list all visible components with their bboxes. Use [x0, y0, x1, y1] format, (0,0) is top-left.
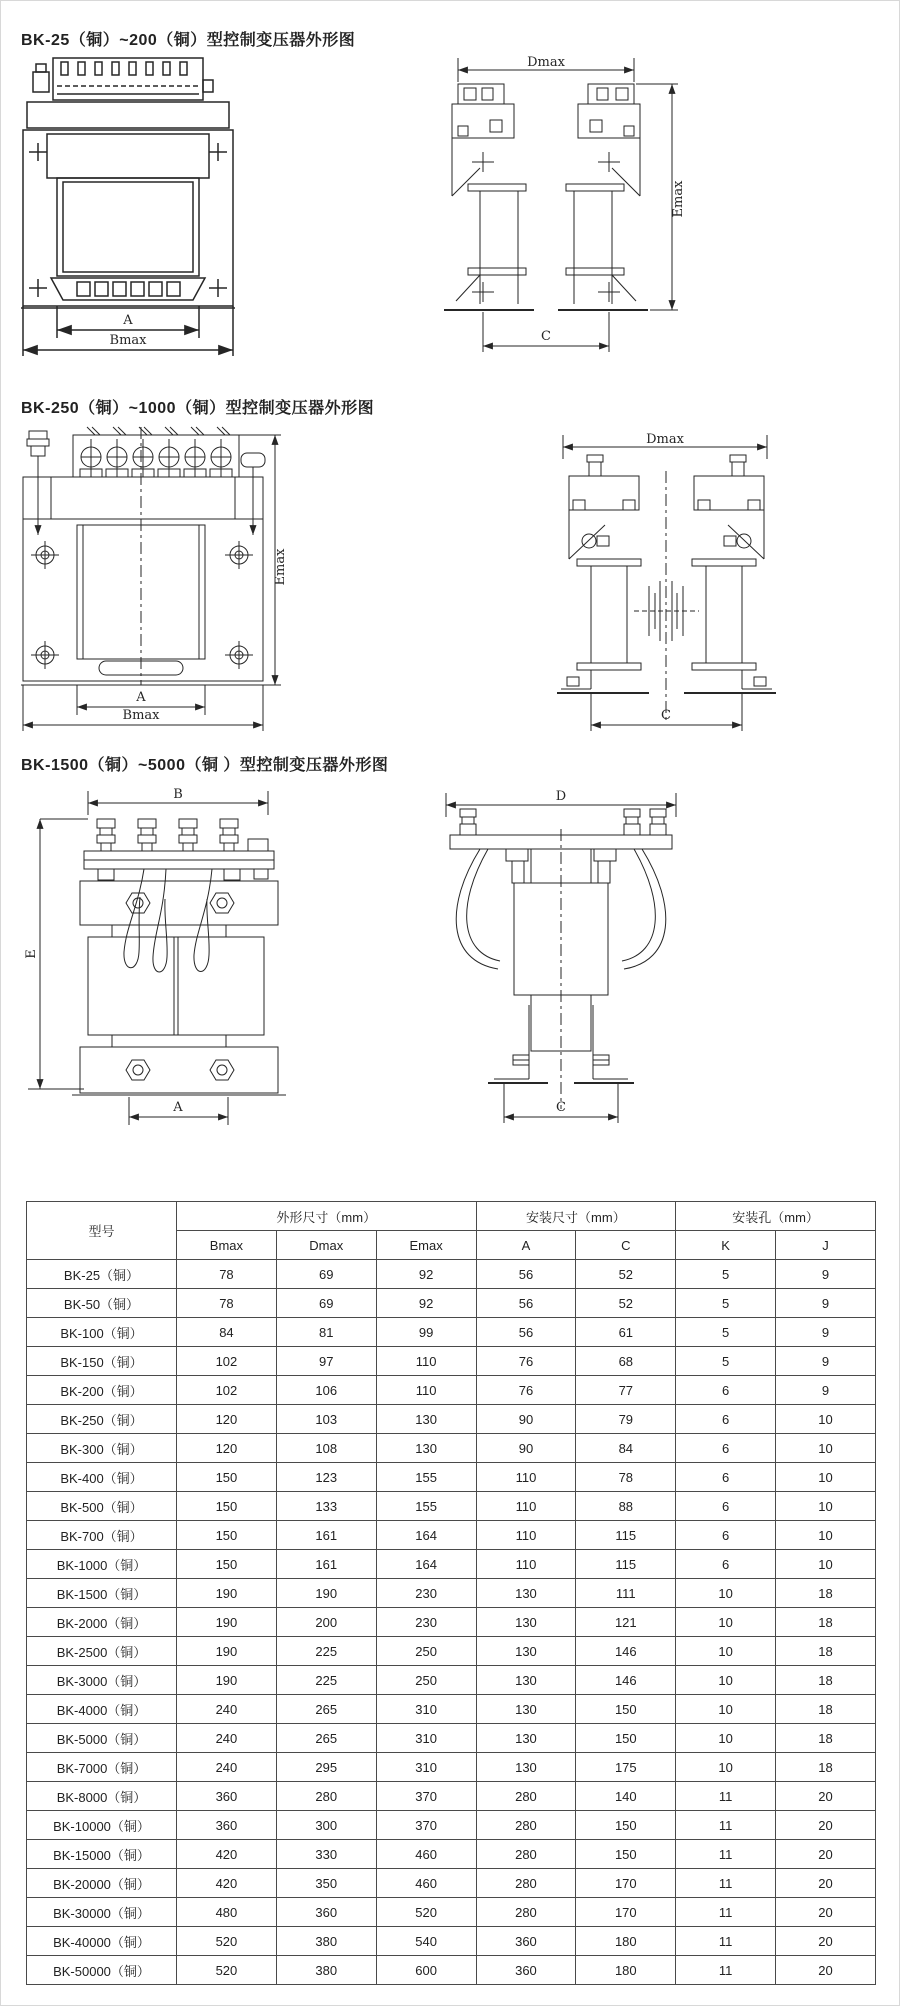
table-row [27, 1434, 876, 1463]
value-cell: 10 [776, 1492, 876, 1521]
value-cell: 106 [276, 1376, 376, 1405]
value-cell: 110 [376, 1376, 476, 1405]
value-cell: 6 [676, 1405, 776, 1434]
value-cell: 103 [276, 1405, 376, 1434]
table-row [27, 1898, 876, 1927]
col-group-outline-dims: 外形尺寸（mm） [177, 1202, 477, 1231]
value-cell: 84 [177, 1318, 277, 1347]
value-cell: 161 [276, 1521, 376, 1550]
value-cell: 200 [276, 1608, 376, 1637]
header-group-row [27, 1202, 876, 1231]
value-cell: 78 [177, 1260, 277, 1289]
value-cell: 102 [177, 1376, 277, 1405]
value-cell: 155 [376, 1463, 476, 1492]
value-cell: 190 [177, 1579, 277, 1608]
dim-label-dmax: Dmax [527, 55, 565, 70]
model-cell: BK-100（铜） [27, 1318, 177, 1347]
value-cell: 175 [576, 1753, 676, 1782]
value-cell: 520 [177, 1956, 277, 1985]
table-row [27, 1318, 876, 1347]
table-row [27, 1608, 876, 1637]
core-hatching [634, 471, 699, 723]
value-cell: 123 [276, 1463, 376, 1492]
value-cell: 11 [676, 1956, 776, 1985]
table-row [27, 1869, 876, 1898]
value-cell: 240 [177, 1724, 277, 1753]
value-cell: 52 [576, 1260, 676, 1289]
dimension-a [129, 1097, 228, 1125]
mounting-plate [23, 477, 263, 519]
value-cell: 20 [776, 1869, 876, 1898]
model-cell: BK-700（铜） [27, 1521, 177, 1550]
table-row [27, 1289, 876, 1318]
left-limb [557, 455, 649, 693]
value-cell: 78 [576, 1463, 676, 1492]
value-cell: 81 [276, 1318, 376, 1347]
model-cell: BK-250（铜） [27, 1405, 177, 1434]
dimension-dmax [458, 55, 634, 82]
value-cell: 250 [376, 1666, 476, 1695]
value-cell: 310 [376, 1753, 476, 1782]
sub-header-cell: Emax [376, 1231, 476, 1260]
terminal-studs [84, 819, 274, 880]
bk25-200-front-view-drawing [21, 54, 236, 359]
value-cell: 140 [576, 1782, 676, 1811]
value-cell: 150 [576, 1695, 676, 1724]
value-cell: 130 [476, 1637, 576, 1666]
terminal-block [33, 58, 213, 100]
core-column [514, 829, 608, 1109]
value-cell: 9 [776, 1376, 876, 1405]
bk25-200-side-view-drawing [436, 54, 691, 364]
value-cell: 370 [376, 1782, 476, 1811]
model-cell: BK-15000（铜） [27, 1840, 177, 1869]
table-row [27, 1840, 876, 1869]
value-cell: 20 [776, 1927, 876, 1956]
value-cell: 150 [576, 1811, 676, 1840]
value-cell: 5 [676, 1347, 776, 1376]
value-cell: 130 [476, 1666, 576, 1695]
value-cell: 5 [676, 1318, 776, 1347]
table-row [27, 1782, 876, 1811]
value-cell: 10 [676, 1608, 776, 1637]
value-cell: 520 [177, 1927, 277, 1956]
value-cell: 150 [177, 1521, 277, 1550]
value-cell: 150 [177, 1492, 277, 1521]
value-cell: 295 [276, 1753, 376, 1782]
value-cell: 280 [476, 1811, 576, 1840]
value-cell: 225 [276, 1637, 376, 1666]
value-cell: 6 [676, 1376, 776, 1405]
value-cell: 360 [276, 1898, 376, 1927]
value-cell: 92 [376, 1289, 476, 1318]
value-cell: 6 [676, 1521, 776, 1550]
mounting-holes [31, 541, 253, 669]
value-cell: 360 [177, 1782, 277, 1811]
dim-label-dmax: Dmax [646, 432, 684, 447]
sub-header-cell: A [476, 1231, 576, 1260]
value-cell: 20 [776, 1840, 876, 1869]
value-cell: 20 [776, 1811, 876, 1840]
value-cell: 10 [776, 1550, 876, 1579]
value-cell: 146 [576, 1666, 676, 1695]
terminal-block [73, 427, 239, 477]
lower-clamp [72, 1047, 286, 1095]
value-cell: 280 [276, 1782, 376, 1811]
value-cell: 460 [376, 1869, 476, 1898]
value-cell: 20 [776, 1898, 876, 1927]
col-group-mounting-holes: 安装孔（mm） [676, 1202, 876, 1231]
dim-label-bmax: Bmax [109, 333, 147, 348]
value-cell: 68 [576, 1347, 676, 1376]
value-cell: 180 [576, 1927, 676, 1956]
table-row [27, 1666, 876, 1695]
value-cell: 120 [177, 1405, 277, 1434]
value-cell: 108 [276, 1434, 376, 1463]
dimension-emax [636, 84, 686, 310]
value-cell: 280 [476, 1840, 576, 1869]
model-cell: BK-4000（铜） [27, 1695, 177, 1724]
value-cell: 380 [276, 1927, 376, 1956]
value-cell: 11 [676, 1927, 776, 1956]
value-cell: 190 [177, 1608, 277, 1637]
value-cell: 18 [776, 1695, 876, 1724]
lead-wires [124, 869, 212, 972]
value-cell: 170 [576, 1869, 676, 1898]
bk1500-5000-side-view-drawing [436, 789, 686, 1141]
value-cell: 6 [676, 1463, 776, 1492]
value-cell: 20 [776, 1956, 876, 1985]
dim-label-e: E [24, 949, 39, 959]
value-cell: 480 [177, 1898, 277, 1927]
value-cell: 155 [376, 1492, 476, 1521]
model-cell: BK-150（铜） [27, 1347, 177, 1376]
table-row [27, 1376, 876, 1405]
model-cell: BK-2500（铜） [27, 1637, 177, 1666]
value-cell: 164 [376, 1550, 476, 1579]
value-cell: 370 [376, 1811, 476, 1840]
dimension-b [88, 787, 268, 815]
value-cell: 460 [376, 1840, 476, 1869]
section2-title: BK-250（铜）~1000（铜）型控制变压器外形图 [21, 400, 375, 417]
sub-header-cell: Dmax [276, 1231, 376, 1260]
value-cell: 240 [177, 1753, 277, 1782]
value-cell: 84 [576, 1434, 676, 1463]
value-cell: 280 [476, 1898, 576, 1927]
value-cell: 10 [676, 1724, 776, 1753]
value-cell: 102 [177, 1347, 277, 1376]
value-cell: 115 [576, 1550, 676, 1579]
value-cell: 190 [177, 1666, 277, 1695]
dimensions-table [26, 1201, 876, 1985]
value-cell: 11 [676, 1811, 776, 1840]
value-cell: 56 [476, 1289, 576, 1318]
value-cell: 120 [177, 1434, 277, 1463]
value-cell: 360 [476, 1956, 576, 1985]
bk1500-5000-front-view-drawing [26, 787, 311, 1129]
value-cell: 115 [576, 1521, 676, 1550]
dim-label-bmax: Bmax [122, 708, 160, 723]
model-cell: BK-50000（铜） [27, 1956, 177, 1985]
model-cell: BK-7000（铜） [27, 1753, 177, 1782]
value-cell: 18 [776, 1724, 876, 1753]
value-cell: 420 [177, 1840, 277, 1869]
upper-clamp [80, 881, 278, 925]
value-cell: 230 [376, 1608, 476, 1637]
value-cell: 146 [576, 1637, 676, 1666]
value-cell: 250 [376, 1637, 476, 1666]
value-cell: 90 [476, 1434, 576, 1463]
value-cell: 300 [276, 1811, 376, 1840]
value-cell: 18 [776, 1637, 876, 1666]
value-cell: 110 [476, 1550, 576, 1579]
value-cell: 61 [576, 1318, 676, 1347]
table-row [27, 1347, 876, 1376]
value-cell: 18 [776, 1666, 876, 1695]
value-cell: 76 [476, 1347, 576, 1376]
value-cell: 79 [576, 1405, 676, 1434]
value-cell: 56 [476, 1318, 576, 1347]
dim-label-c: C [556, 1100, 566, 1115]
dimension-c [483, 312, 609, 352]
value-cell: 110 [476, 1463, 576, 1492]
table-row [27, 1927, 876, 1956]
value-cell: 77 [576, 1376, 676, 1405]
table-row [27, 1956, 876, 1985]
model-cell: BK-3000（铜） [27, 1666, 177, 1695]
dimension-d [446, 789, 676, 817]
value-cell: 10 [676, 1666, 776, 1695]
table-row [27, 1811, 876, 1840]
value-cell: 9 [776, 1289, 876, 1318]
model-cell: BK-5000（铜） [27, 1724, 177, 1753]
dimensions-table-wrap [26, 1201, 876, 1985]
value-cell: 130 [376, 1434, 476, 1463]
value-cell: 11 [676, 1869, 776, 1898]
value-cell: 10 [676, 1579, 776, 1608]
value-cell: 10 [676, 1753, 776, 1782]
col-group-mounting-dims: 安装尺寸（mm） [476, 1202, 676, 1231]
model-cell: BK-500（铜） [27, 1492, 177, 1521]
value-cell: 9 [776, 1260, 876, 1289]
value-cell: 600 [376, 1956, 476, 1985]
value-cell: 90 [476, 1405, 576, 1434]
value-cell: 310 [376, 1695, 476, 1724]
value-cell: 230 [376, 1579, 476, 1608]
value-cell: 6 [676, 1492, 776, 1521]
value-cell: 161 [276, 1550, 376, 1579]
dim-label-emax: Emax [273, 548, 288, 586]
value-cell: 170 [576, 1898, 676, 1927]
dimension-e [24, 819, 88, 1089]
value-cell: 130 [476, 1695, 576, 1724]
table-row [27, 1492, 876, 1521]
value-cell: 164 [376, 1521, 476, 1550]
value-cell: 56 [476, 1260, 576, 1289]
sub-header-cell: J [776, 1231, 876, 1260]
dim-label-a: A [123, 313, 133, 328]
value-cell: 18 [776, 1753, 876, 1782]
col-header-model: 型号 [27, 1202, 177, 1260]
model-cell: BK-1000（铜） [27, 1550, 177, 1579]
value-cell: 110 [376, 1347, 476, 1376]
value-cell: 360 [476, 1927, 576, 1956]
dim-label-emax: Emax [671, 180, 686, 218]
mounting-hole-crosses [29, 143, 227, 297]
value-cell: 69 [276, 1289, 376, 1318]
section1-title: BK-25（铜）~200（铜）型控制变压器外形图 [21, 32, 356, 49]
value-cell: 10 [776, 1434, 876, 1463]
value-cell: 130 [476, 1724, 576, 1753]
value-cell: 520 [376, 1898, 476, 1927]
dim-label-c: C [661, 708, 671, 723]
value-cell: 97 [276, 1347, 376, 1376]
value-cell: 150 [576, 1724, 676, 1753]
value-cell: 121 [576, 1608, 676, 1637]
right-bolt [241, 453, 265, 535]
value-cell: 265 [276, 1724, 376, 1753]
section3-title: BK-1500（铜）~5000（铜 ）型控制变压器外形图 [21, 757, 389, 774]
sub-header-cell: Bmax [177, 1231, 277, 1260]
value-cell: 265 [276, 1695, 376, 1724]
table-row [27, 1550, 876, 1579]
value-cell: 360 [177, 1811, 277, 1840]
value-cell: 180 [576, 1956, 676, 1985]
value-cell: 130 [376, 1405, 476, 1434]
value-cell: 5 [676, 1260, 776, 1289]
value-cell: 350 [276, 1869, 376, 1898]
model-cell: BK-200（铜） [27, 1376, 177, 1405]
value-cell: 18 [776, 1608, 876, 1637]
value-cell: 310 [376, 1724, 476, 1753]
sub-header-cell: K [676, 1231, 776, 1260]
model-cell: BK-300（铜） [27, 1434, 177, 1463]
value-cell: 10 [676, 1637, 776, 1666]
mounting-plate [27, 102, 229, 128]
left-limb [444, 84, 534, 310]
value-cell: 76 [476, 1376, 576, 1405]
value-cell: 380 [276, 1956, 376, 1985]
bk250-1000-side-view-drawing [549, 431, 784, 736]
dim-label-a: A [136, 690, 146, 705]
value-cell: 420 [177, 1869, 277, 1898]
value-cell: 150 [177, 1463, 277, 1492]
dim-label-c: C [541, 329, 551, 344]
model-cell: BK-40000（铜） [27, 1927, 177, 1956]
value-cell: 150 [576, 1840, 676, 1869]
table-row [27, 1579, 876, 1608]
dim-label-b: B [173, 787, 183, 802]
core-body [21, 130, 235, 308]
value-cell: 6 [676, 1550, 776, 1579]
value-cell: 133 [276, 1492, 376, 1521]
value-cell: 6 [676, 1434, 776, 1463]
value-cell: 11 [676, 1898, 776, 1927]
value-cell: 111 [576, 1579, 676, 1608]
model-cell: BK-25（铜） [27, 1260, 177, 1289]
value-cell: 540 [376, 1927, 476, 1956]
value-cell: 10 [776, 1405, 876, 1434]
model-cell: BK-400（铜） [27, 1463, 177, 1492]
table-row [27, 1724, 876, 1753]
value-cell: 92 [376, 1260, 476, 1289]
value-cell: 10 [776, 1521, 876, 1550]
value-cell: 150 [177, 1550, 277, 1579]
table-row [27, 1521, 876, 1550]
value-cell: 20 [776, 1782, 876, 1811]
model-cell: BK-1500（铜） [27, 1579, 177, 1608]
table-row [27, 1463, 876, 1492]
value-cell: 11 [676, 1840, 776, 1869]
value-cell: 11 [676, 1782, 776, 1811]
value-cell: 9 [776, 1318, 876, 1347]
value-cell: 280 [476, 1782, 576, 1811]
value-cell: 69 [276, 1260, 376, 1289]
dimension-c [591, 693, 742, 731]
value-cell: 99 [376, 1318, 476, 1347]
model-cell: BK-20000（铜） [27, 1869, 177, 1898]
dim-label-d: D [555, 789, 567, 804]
model-cell: BK-8000（铜） [27, 1782, 177, 1811]
value-cell: 130 [476, 1608, 576, 1637]
value-cell: 190 [177, 1637, 277, 1666]
model-cell: BK-10000（铜） [27, 1811, 177, 1840]
coil-assembly [88, 925, 264, 1047]
sub-header-cell: C [576, 1231, 676, 1260]
value-cell: 280 [476, 1869, 576, 1898]
value-cell: 88 [576, 1492, 676, 1521]
value-cell: 10 [676, 1695, 776, 1724]
dim-label-a: A [173, 1100, 183, 1115]
value-cell: 18 [776, 1579, 876, 1608]
value-cell: 78 [177, 1289, 277, 1318]
table-row [27, 1695, 876, 1724]
table-row [27, 1260, 876, 1289]
value-cell: 240 [177, 1695, 277, 1724]
right-limb [684, 455, 776, 693]
value-cell: 110 [476, 1521, 576, 1550]
value-cell: 330 [276, 1840, 376, 1869]
model-cell: BK-30000（铜） [27, 1898, 177, 1927]
model-cell: BK-50（铜） [27, 1289, 177, 1318]
value-cell: 52 [576, 1289, 676, 1318]
table-row [27, 1753, 876, 1782]
value-cell: 5 [676, 1289, 776, 1318]
right-limb [558, 84, 648, 310]
value-cell: 225 [276, 1666, 376, 1695]
model-cell: BK-2000（铜） [27, 1608, 177, 1637]
value-cell: 9 [776, 1347, 876, 1376]
value-cell: 130 [476, 1579, 576, 1608]
value-cell: 10 [776, 1463, 876, 1492]
value-cell: 110 [476, 1492, 576, 1521]
bk250-1000-front-view-drawing [21, 427, 291, 733]
value-cell: 130 [476, 1753, 576, 1782]
value-cell: 190 [276, 1579, 376, 1608]
table-row [27, 1637, 876, 1666]
table-row [27, 1405, 876, 1434]
